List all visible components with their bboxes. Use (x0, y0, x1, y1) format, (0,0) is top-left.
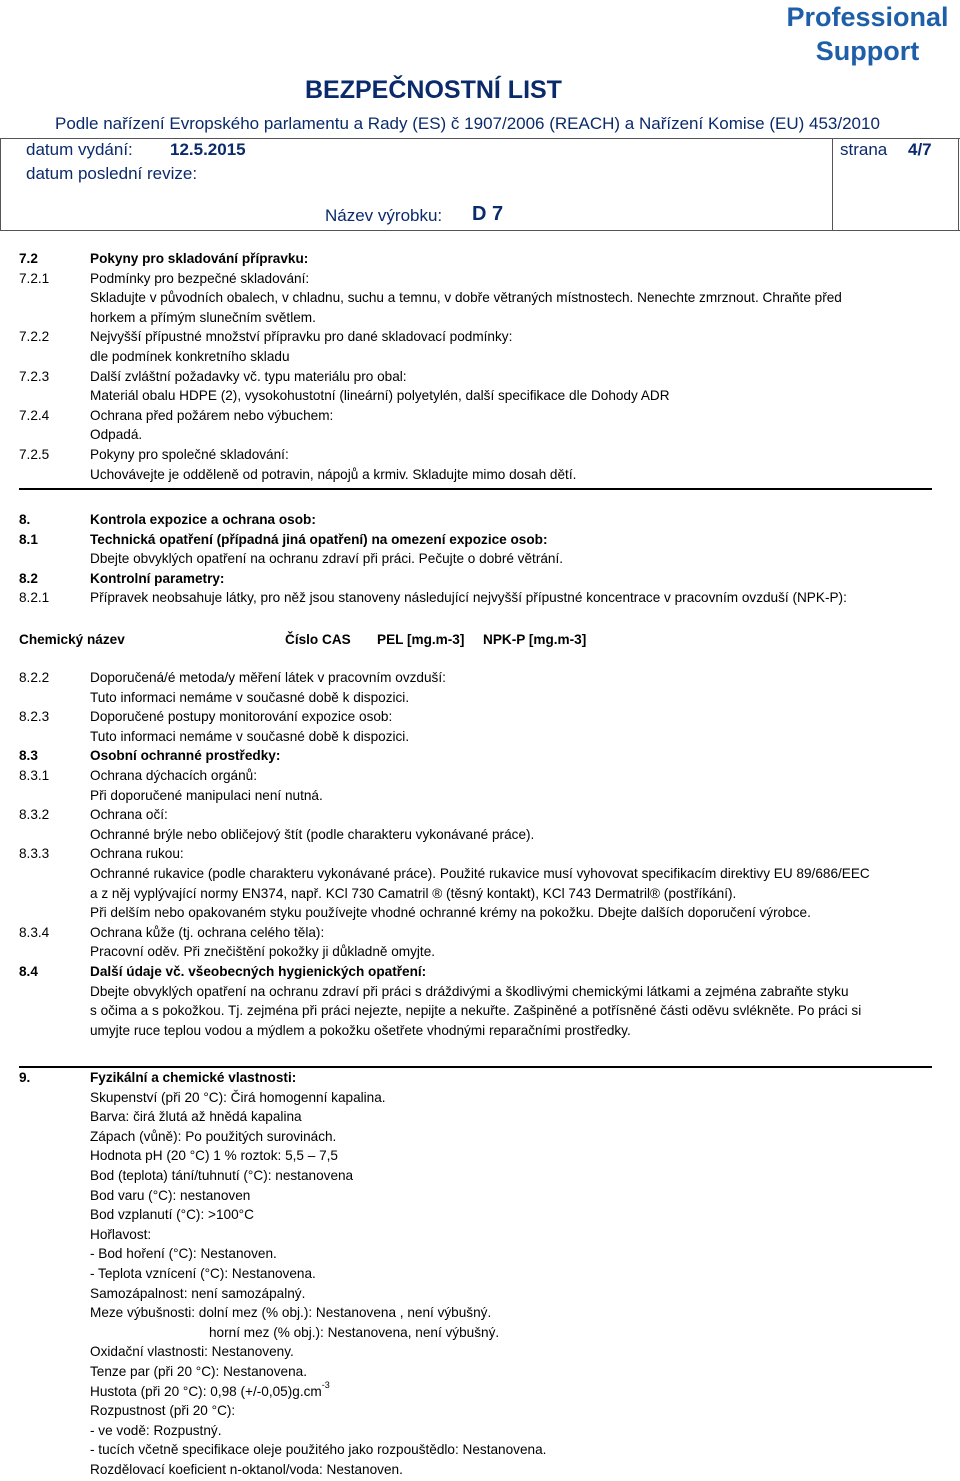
npk-table-header (19, 630, 919, 650)
property-text: horní mez (% obj.): Nestanovena, není výbušný. (209, 1324, 500, 1340)
item-number: 8.3 (19, 748, 38, 764)
item-number: 7.2.1 (19, 270, 50, 286)
item-text: Tuto informaci nemáme v současné době k dispozici. (90, 689, 410, 705)
item-text: Ochrana očí: (90, 807, 168, 823)
item-number: 8.3.4 (19, 924, 50, 940)
property-text: Rozpustnost (při 20 °C): (90, 1403, 236, 1419)
item-text: Dbejte obvyklých opatření na ochranu zdraví při práci. Pečujte o dobré větrání. (90, 551, 564, 567)
item-text: Doporučené postupy monitorování expozice osob: (90, 709, 393, 725)
item-number: 7.2.4 (19, 407, 50, 423)
document-title: BEZPEČNOSTNÍ LIST (305, 76, 562, 104)
item-text: Pracovní oděv. Při znečištění pokožky ji důkladně omyjte. (90, 944, 436, 960)
section-9-title: Fyzikální a chemické vlastnosti: (90, 1070, 297, 1085)
item-text: Uchovávejte je odděleně od potravin, nápojů a krmiv. Skladujte mimo dosah dětí. (90, 466, 577, 482)
item-text: s očima a s pokožkou. Tj. zejména při práci nejezte, nepijte a nekuřte. Zašpiněné a potřísněné části oděvu svlékněte. Po práci si (90, 1003, 862, 1019)
item-number: 7.2 (19, 251, 38, 266)
property-text: Oxidační vlastnosti: Nestanoveny. (90, 1344, 294, 1360)
item-number: 8.2.1 (19, 590, 50, 606)
item-text: Přípravek neobsahuje látky, pro něž jsou stanoveny následující nejvyšší přípustné koncentrace v pracovním ovzduší (NPK-P): (90, 590, 847, 606)
item-text: Ochrana dýchacích orgánů: (90, 768, 258, 783)
col-pel: PEL [mg.m-3] (377, 632, 465, 647)
item-text: Tuto informaci nemáme v současné době k dispozici. (90, 728, 410, 744)
item-text: Dbejte obvyklých opatření na ochranu zdraví při práci s dráždivými a škodlivými chemickými látkami a zejména zabraňte styku (90, 983, 849, 999)
item-text: Technická opatření (případná jiná opatření) na omezení expozice osob: (90, 531, 548, 547)
section-8-number: 8. (19, 512, 31, 527)
item-number: 8.2 (19, 570, 38, 586)
page-number: 4/7 (908, 140, 932, 159)
property-text: - Bod hoření (°C): Nestanoven. (90, 1246, 277, 1262)
item-text: Ochrana rukou: (90, 846, 184, 862)
item-number: 8.3.2 (19, 807, 50, 823)
item-number: 8.2.3 (19, 709, 50, 725)
property-text: Bod varu (°C): nestanoven (90, 1187, 251, 1203)
page-label: strana (840, 140, 888, 159)
property-text: Barva: čirá žlutá až hnědá kapalina (90, 1109, 302, 1125)
property-text: - Teplota vznícení (°C): Nestanovena. (90, 1265, 316, 1281)
item-text: Ochranné rukavice (podle charakteru vykonávané práce). Použité rukavice musí vyhovovat specifikacím direktivy EU 89/686/EEC (90, 866, 870, 881)
item-text: Další zvláštní požadavky vč. typu materiálu pro obal: (90, 368, 407, 384)
header-bottom-rule (0, 230, 960, 231)
regulation-line: Podle nařízení Evropského parlamentu a Rady (ES) č 1907/2006 (REACH) a Nařízení Komise (EU) 453/2010 (55, 114, 880, 133)
col-cas-number: Číslo CAS (285, 632, 351, 647)
item-text: a z něj vyplývající normy EN374, např. KCl 730 Camatril ® (těsný kontakt), KCl 743 Dermatril® (postříkání). (90, 885, 737, 901)
item-text: horkem a přímým slunečním světlem. (90, 309, 316, 325)
issue-date-label: datum vydání: (26, 140, 133, 159)
property-text: Bod (teplota) tání/tuhnutí (°C): nestanovena (90, 1167, 354, 1183)
header-right-border (958, 138, 959, 231)
item-number: 8.3.3 (19, 846, 50, 862)
property-text: Hodnota pH (20 °C) 1 % roztok: 5,5 – 7,5 (90, 1148, 338, 1164)
item-number: 8.1 (19, 531, 38, 547)
item-text: Pokyny pro skladování přípravku: (90, 251, 309, 266)
issue-date: 12.5.2015 (170, 140, 246, 159)
item-text: Kontrolní parametry: (90, 570, 225, 586)
section-8-title: Kontrola expozice a ochrana osob: (90, 512, 316, 527)
property-text: Meze výbušnosti: dolní mez (% obj.): Nestanovena , není výbušný. (90, 1305, 492, 1321)
item-text: Při delším nebo opakovaném styku používejte vhodné ochranné krémy na pokožku. Dbejte dalších doporučení výrobce. (90, 905, 811, 921)
section-7-rule (19, 488, 932, 490)
item-text: Doporučená/é metoda/y měření látek v pracovním ovzduší: (90, 670, 446, 685)
product-name: D 7 (472, 203, 504, 225)
brand-line-1: Professional (786, 2, 949, 32)
item-text: umyjte ruce teplou vodou a mýdlem a pokožku ošetřete vhodnými reparačními prostředky. (90, 1022, 631, 1038)
density-text: Hustota (při 20 °C): 0,98 (+/-0,05)g.cm (90, 1383, 322, 1399)
item-text: Ochranné brýle nebo obličejový štít (podle charakteru vykonávané práce). (90, 826, 535, 842)
revision-date-label: datum poslední revize: (26, 164, 198, 183)
section-7 (19, 249, 939, 489)
item-number: 7.2.3 (19, 368, 50, 384)
density-value (90, 1379, 330, 1402)
item-number: 8.3.1 (19, 768, 50, 783)
item-number: 7.2.2 (19, 329, 50, 345)
section-8 (19, 510, 939, 1050)
item-number: 7.2.5 (19, 447, 50, 462)
item-text: Ochrana před požárem nebo výbuchem: (90, 407, 334, 423)
brand-logo (780, 0, 955, 68)
item-text: Osobní ochranné prostředky: (90, 748, 281, 764)
property-text: Skupenství (při 20 °C): Čirá homogenní kapalina. (90, 1089, 386, 1105)
property-text: Hořlavost: (90, 1226, 152, 1242)
density-exponent: -3 (321, 1379, 330, 1390)
header-left-border (0, 138, 1, 231)
header-top-rule (0, 138, 960, 139)
property-text: Rozdělovací koeficient n-oktanol/voda: Nestanoven. (90, 1461, 403, 1477)
item-text: Další údaje vč. všeobecných hygienických opatření: (90, 964, 427, 979)
property-text: - tucích včetně specifikace oleje použitého jako rozpouštědlo: Nestanovena. (90, 1442, 547, 1458)
header-divider (832, 138, 833, 231)
item-text: Ochrana kůže (tj. ochrana celého těla): (90, 924, 325, 940)
item-number: 8.4 (19, 964, 38, 979)
property-text: - ve vodě: Rozpustný. (90, 1422, 222, 1438)
item-text: Materiál obalu HDPE (2), vysokohustotní (lineární) polyetylén, další specifikace dle Dohody ADR (90, 388, 670, 404)
product-name-label: Název výrobku: (325, 206, 443, 225)
property-text: Bod vzplanutí (°C): >100°C (90, 1207, 254, 1223)
section-9 (19, 1068, 939, 1478)
item-text: Skladujte v původních obalech, v chladnu, suchu a temnu, v dobře větraných místnostech. Nenechte zmrznout. Chraňte před (90, 290, 842, 306)
property-text: Tenze par (při 20 °C): Nestanovena. (90, 1363, 308, 1379)
item-number: 8.2.2 (19, 670, 50, 685)
property-text: Zápach (vůně): Po použitých surovinách. (90, 1128, 337, 1144)
item-text: dle podmínek konkretního skladu (90, 349, 290, 364)
item-text: Podmínky pro bezpečné skladování: (90, 270, 310, 286)
item-text: Odpadá. (90, 427, 143, 443)
item-text: Nejvyšší přípustné množství přípravku pro dané skladovací podmínky: (90, 329, 513, 345)
col-chemical-name: Chemický název (19, 632, 125, 647)
col-npk-p: NPK-P [mg.m-3] (483, 632, 587, 647)
item-text: Při doporučené manipulaci není nutná. (90, 787, 323, 803)
item-text: Pokyny pro společné skladování: (90, 447, 289, 462)
property-text: Samozápalnost: není samozápalný. (90, 1285, 306, 1301)
brand-line-2: Support (815, 36, 920, 66)
section-9-number: 9. (19, 1070, 31, 1085)
